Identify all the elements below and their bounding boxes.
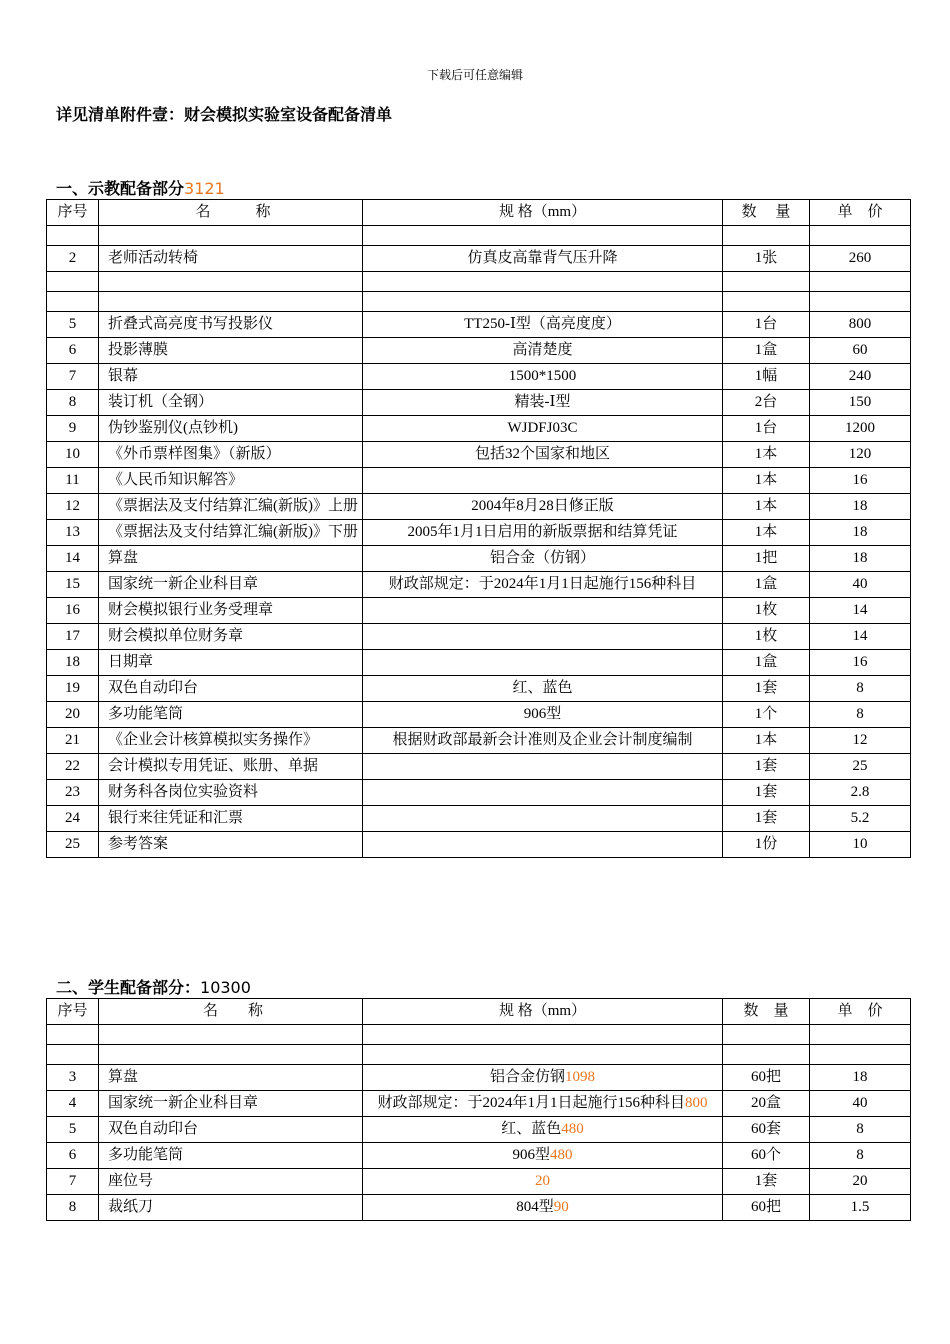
section2-table (46, 998, 911, 1221)
item-unit-price: 8 (810, 1143, 911, 1169)
item-spec: 根据财政部最新会计准则及企业会计制度编制 (363, 728, 723, 754)
table-row (47, 226, 911, 246)
col-header-spec: 规 格（mm） (363, 200, 723, 226)
item-spec: 红、蓝色 (363, 676, 723, 702)
table-row (47, 442, 911, 468)
item-quantity (723, 226, 810, 246)
item-name (99, 1025, 363, 1045)
item-quantity: 1把 (723, 546, 810, 572)
section1-table (46, 199, 911, 858)
item-quantity (723, 1025, 810, 1045)
item-spec-amount: 1098 (565, 1069, 595, 1085)
item-spec (363, 832, 723, 858)
item-quantity: 1份 (723, 832, 810, 858)
row-number: 24 (47, 806, 99, 832)
table-row (47, 780, 911, 806)
row-number (47, 1045, 99, 1065)
item-spec: 铝合金（仿钢） (363, 546, 723, 572)
item-spec-amount: 480 (550, 1147, 573, 1163)
item-name: 日期章 (99, 650, 363, 676)
row-number: 19 (47, 676, 99, 702)
item-unit-price: 60 (810, 338, 911, 364)
item-unit-price: 800 (810, 312, 911, 338)
item-quantity: 60套 (723, 1117, 810, 1143)
table-row (47, 494, 911, 520)
table-row (47, 676, 911, 702)
row-number: 23 (47, 780, 99, 806)
item-unit-price: 14 (810, 598, 911, 624)
table-row (47, 754, 911, 780)
section1-heading-text: 一、示教配备部分 (56, 179, 185, 198)
item-quantity: 1本 (723, 520, 810, 546)
table-row (47, 702, 911, 728)
item-unit-price: 10 (810, 832, 911, 858)
item-name: 座位号 (99, 1169, 363, 1195)
row-number: 10 (47, 442, 99, 468)
col-header-spec: 规 格（mm） (363, 999, 723, 1025)
item-spec-text: 财政部规定：于2024年1月1日起施行156种科目 (377, 1095, 685, 1111)
item-spec-amount: 480 (561, 1121, 584, 1137)
row-number: 5 (47, 1117, 99, 1143)
col-header-price: 单 价 (810, 200, 911, 226)
item-spec (363, 1091, 723, 1117)
table-row (47, 624, 911, 650)
item-unit-price: 1.5 (810, 1195, 911, 1221)
item-quantity: 1本 (723, 468, 810, 494)
row-number: 25 (47, 832, 99, 858)
table-row (47, 728, 911, 754)
row-number: 4 (47, 1091, 99, 1117)
item-name: 财会模拟银行业务受理章 (99, 598, 363, 624)
item-spec (363, 650, 723, 676)
item-name: 参考答案 (99, 832, 363, 858)
row-number: 18 (47, 650, 99, 676)
row-number: 14 (47, 546, 99, 572)
section2-heading (56, 975, 251, 998)
item-name: 装订机（全钢） (99, 390, 363, 416)
table-row (47, 1045, 911, 1065)
item-quantity: 60个 (723, 1143, 810, 1169)
item-name: 会计模拟专用凭证、账册、单据 (99, 754, 363, 780)
table-header-row (47, 999, 911, 1025)
document-title: 详见清单附件壹：财会模拟实验室设备配备清单 (56, 105, 393, 124)
table-row (47, 272, 911, 292)
table-row (47, 390, 911, 416)
item-unit-price (810, 226, 911, 246)
item-name: 《票据法及支付结算汇编(新版)》上册 (99, 494, 363, 520)
item-quantity: 20盒 (723, 1091, 810, 1117)
item-quantity: 2台 (723, 390, 810, 416)
col-header-qty: 数 量 (723, 200, 810, 226)
item-name: 国家统一新企业科目章 (99, 572, 363, 598)
row-number: 7 (47, 1169, 99, 1195)
item-spec-amount: 20 (535, 1173, 550, 1189)
table-row (47, 468, 911, 494)
item-unit-price: 240 (810, 364, 911, 390)
section1-amount: 3121 (184, 179, 225, 198)
row-number (47, 1025, 99, 1045)
item-spec: 财政部规定：于2024年1月1日起施行156种科目 (363, 572, 723, 598)
item-unit-price: 18 (810, 1065, 911, 1091)
row-number: 6 (47, 1143, 99, 1169)
item-spec: 906型 (363, 702, 723, 728)
item-quantity: 1盒 (723, 338, 810, 364)
item-spec (363, 1025, 723, 1045)
row-number: 6 (47, 338, 99, 364)
item-name: 银幕 (99, 364, 363, 390)
row-number: 8 (47, 1195, 99, 1221)
item-spec (363, 1045, 723, 1065)
item-name: 《票据法及支付结算汇编(新版)》下册 (99, 520, 363, 546)
item-quantity: 1枚 (723, 624, 810, 650)
item-quantity: 1台 (723, 312, 810, 338)
item-spec (363, 806, 723, 832)
item-unit-price (810, 292, 911, 312)
item-spec-text: 804型 (516, 1199, 554, 1215)
item-name (99, 1045, 363, 1065)
table-row (47, 520, 911, 546)
row-number (47, 292, 99, 312)
item-quantity: 1枚 (723, 598, 810, 624)
item-spec-text: 铝合金仿钢 (489, 1069, 565, 1085)
item-spec (363, 754, 723, 780)
item-quantity: 1幅 (723, 364, 810, 390)
item-unit-price: 5.2 (810, 806, 911, 832)
table-row (47, 1195, 911, 1221)
item-name: 裁纸刀 (99, 1195, 363, 1221)
item-name (99, 272, 363, 292)
item-quantity: 1本 (723, 494, 810, 520)
table-row (47, 650, 911, 676)
row-number: 22 (47, 754, 99, 780)
item-unit-price (810, 1045, 911, 1065)
item-quantity: 1盒 (723, 572, 810, 598)
item-quantity: 60把 (723, 1195, 810, 1221)
item-spec (363, 598, 723, 624)
table-row (47, 292, 911, 312)
row-number: 11 (47, 468, 99, 494)
item-name (99, 292, 363, 312)
item-quantity (723, 272, 810, 292)
item-unit-price: 8 (810, 702, 911, 728)
item-quantity: 1套 (723, 780, 810, 806)
item-quantity: 1套 (723, 1169, 810, 1195)
item-unit-price: 40 (810, 1091, 911, 1117)
section2-heading-text: 二、学生配备部分： (56, 978, 201, 997)
row-number: 5 (47, 312, 99, 338)
item-unit-price (810, 272, 911, 292)
row-number: 3 (47, 1065, 99, 1091)
table-row (47, 832, 911, 858)
item-spec: TT250-Ⅰ型（高亮度度） (363, 312, 723, 338)
row-number: 16 (47, 598, 99, 624)
item-name: 《外币票样图集》（新版） (99, 442, 363, 468)
item-name: 算盘 (99, 1065, 363, 1091)
item-spec (363, 1117, 723, 1143)
page-header-note: 下载后可任意编辑 (426, 68, 523, 82)
item-unit-price: 260 (810, 246, 911, 272)
item-unit-price: 18 (810, 520, 911, 546)
item-spec (363, 624, 723, 650)
section2-amount: 10300 (200, 978, 251, 997)
item-name: 《企业会计核算模拟实务操作》 (99, 728, 363, 754)
col-header-no: 序号 (47, 200, 99, 226)
table-row (47, 416, 911, 442)
row-number: 17 (47, 624, 99, 650)
item-unit-price: 18 (810, 546, 911, 572)
item-unit-price: 1200 (810, 416, 911, 442)
item-name: 双色自动印台 (99, 676, 363, 702)
item-quantity: 1套 (723, 806, 810, 832)
table-row (47, 338, 911, 364)
row-number (47, 272, 99, 292)
table-header-row (47, 200, 911, 226)
item-quantity: 1台 (723, 416, 810, 442)
item-quantity: 1张 (723, 246, 810, 272)
table-row (47, 1169, 911, 1195)
item-spec: 2004年8月28日修正版 (363, 494, 723, 520)
item-unit-price: 120 (810, 442, 911, 468)
item-quantity: 1本 (723, 442, 810, 468)
table-row (47, 1091, 911, 1117)
item-unit-price: 25 (810, 754, 911, 780)
item-name: 银行来往凭证和汇票 (99, 806, 363, 832)
item-quantity: 1个 (723, 702, 810, 728)
item-name: 折叠式高亮度书写投影仪 (99, 312, 363, 338)
item-spec: 精装-Ⅰ型 (363, 390, 723, 416)
item-spec-amount: 800 (685, 1095, 708, 1111)
item-quantity: 1盒 (723, 650, 810, 676)
item-name: 财会模拟单位财务章 (99, 624, 363, 650)
item-quantity (723, 1045, 810, 1065)
row-number: 20 (47, 702, 99, 728)
row-number: 7 (47, 364, 99, 390)
item-name: 伪钞鉴别仪(点钞机) (99, 416, 363, 442)
item-spec (363, 226, 723, 246)
item-spec: 仿真皮高靠背气压升降 (363, 246, 723, 272)
item-spec (363, 272, 723, 292)
item-quantity: 1套 (723, 754, 810, 780)
table-row (47, 246, 911, 272)
col-header-name: 名 称 (99, 200, 363, 226)
row-number: 8 (47, 390, 99, 416)
table-row (47, 312, 911, 338)
item-name: 双色自动印台 (99, 1117, 363, 1143)
item-unit-price: 12 (810, 728, 911, 754)
item-spec: 高清楚度 (363, 338, 723, 364)
table-row (47, 1025, 911, 1045)
row-number: 12 (47, 494, 99, 520)
item-spec: 包括32个国家和地区 (363, 442, 723, 468)
item-quantity: 1本 (723, 728, 810, 754)
item-name: 国家统一新企业科目章 (99, 1091, 363, 1117)
row-number: 2 (47, 246, 99, 272)
item-name: 算盘 (99, 546, 363, 572)
section1-heading (56, 176, 225, 199)
col-header-no: 序号 (47, 999, 99, 1025)
item-spec: 1500*1500 (363, 364, 723, 390)
table-row (47, 364, 911, 390)
item-name: 投影薄膜 (99, 338, 363, 364)
item-unit-price: 2.8 (810, 780, 911, 806)
row-number: 21 (47, 728, 99, 754)
item-unit-price: 18 (810, 494, 911, 520)
item-unit-price: 40 (810, 572, 911, 598)
item-quantity (723, 292, 810, 312)
item-name (99, 226, 363, 246)
table-row (47, 1065, 911, 1091)
table-row (47, 1143, 911, 1169)
item-spec: 2005年1月1日启用的新版票据和结算凭证 (363, 520, 723, 546)
col-header-price: 单 价 (810, 999, 911, 1025)
row-number: 13 (47, 520, 99, 546)
item-unit-price: 8 (810, 1117, 911, 1143)
row-number (47, 226, 99, 246)
item-spec (363, 292, 723, 312)
item-spec (363, 1195, 723, 1221)
item-unit-price: 20 (810, 1169, 911, 1195)
item-unit-price (810, 1025, 911, 1045)
row-number: 9 (47, 416, 99, 442)
item-unit-price: 14 (810, 624, 911, 650)
item-spec-text: 红、蓝色 (501, 1121, 562, 1137)
item-unit-price: 8 (810, 676, 911, 702)
item-spec (363, 780, 723, 806)
item-spec (363, 468, 723, 494)
table-row (47, 598, 911, 624)
item-spec: WJDFJ03C (363, 416, 723, 442)
item-name: 多功能笔筒 (99, 702, 363, 728)
item-name: 《人民币知识解答》 (99, 468, 363, 494)
item-spec (363, 1065, 723, 1091)
item-spec (363, 1143, 723, 1169)
item-name: 老师活动转椅 (99, 246, 363, 272)
table-row (47, 572, 911, 598)
col-header-name: 名 称 (99, 999, 363, 1025)
table-row (47, 1117, 911, 1143)
row-number: 15 (47, 572, 99, 598)
item-quantity: 60把 (723, 1065, 810, 1091)
item-spec (363, 1169, 723, 1195)
item-name: 多功能笔筒 (99, 1143, 363, 1169)
table-row (47, 546, 911, 572)
item-spec-text: 906型 (512, 1147, 550, 1163)
item-unit-price: 16 (810, 650, 911, 676)
item-spec-amount: 90 (553, 1199, 569, 1215)
item-name: 财务科各岗位实验资料 (99, 780, 363, 806)
item-quantity: 1套 (723, 676, 810, 702)
item-unit-price: 16 (810, 468, 911, 494)
col-header-qty: 数 量 (723, 999, 810, 1025)
table-row (47, 806, 911, 832)
item-unit-price: 150 (810, 390, 911, 416)
